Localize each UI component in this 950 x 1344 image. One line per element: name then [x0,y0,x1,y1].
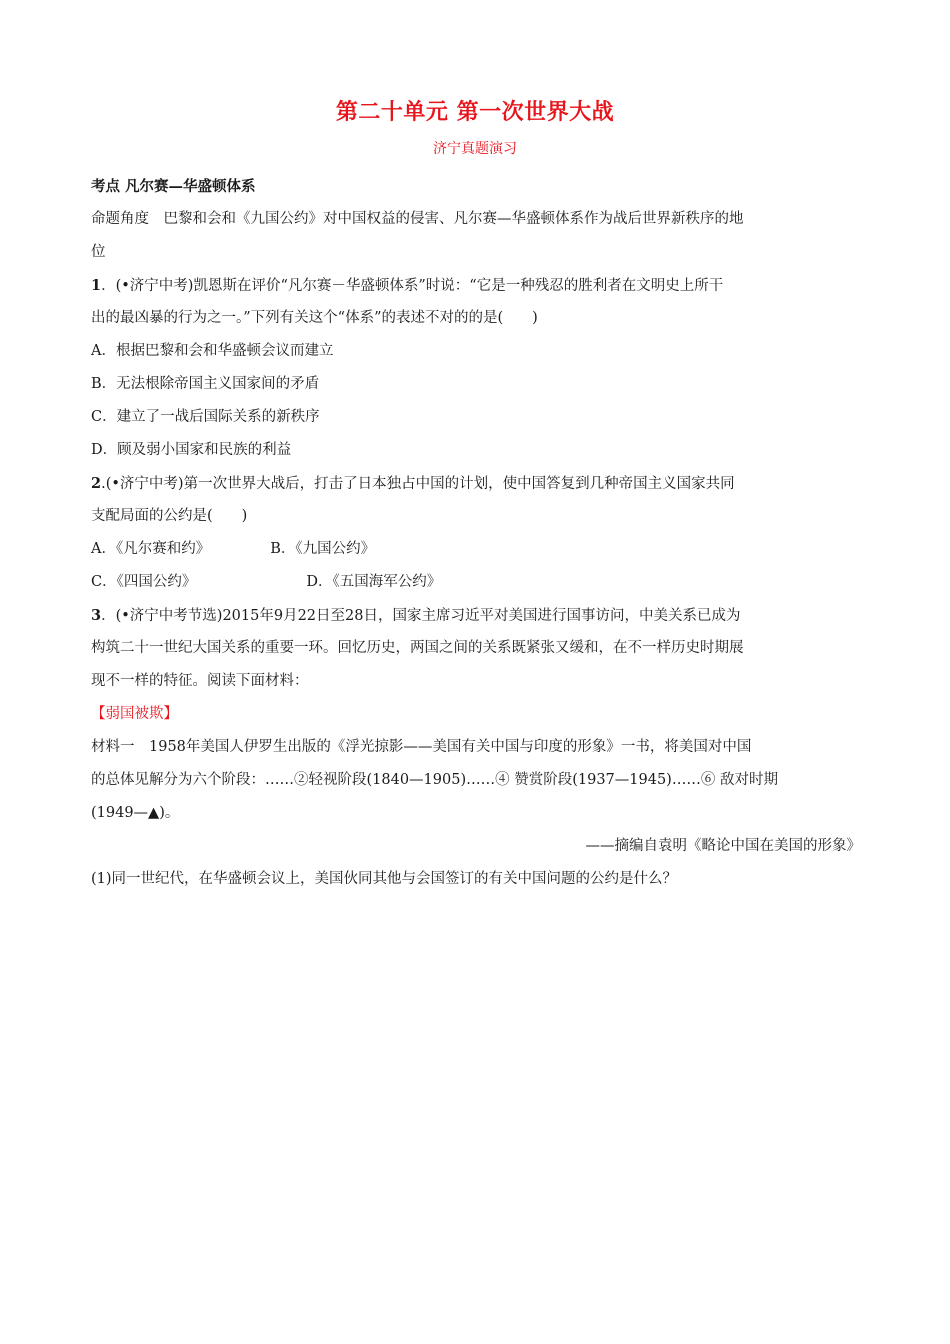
page-title: 第二十单元 第一次世界大战 [335,99,615,125]
question-1-option-b: B．无法根除帝国主义国家间的矛盾 [91,376,320,392]
kaodian-heading: 考点 凡尔赛—华盛顿体系 [91,178,256,195]
question-2-line-1 [91,467,861,500]
question-1-number: 1 [91,277,102,294]
question-1-option-d: D．顾及弱小国家和民族的利益 [91,442,292,458]
question-3-text: ．(•济宁中考节选)2015年9月22日至28日，国家主席习近平对美国进行国事访问，中美关系已成为 [101,608,741,624]
question-3-line-3: 现不一样的特征。阅读下面材料： [91,673,309,689]
material-line-1: 材料一 1958年美国人伊罗生出版的《浮光掠影——美国有关中国与印度的形象》一书，将美国对中国 [91,739,752,755]
question-2-options-ab [91,533,861,566]
section-heading: 【弱国被欺】 [91,706,178,722]
question-2-text: .(•济宁中考)第一次世界大战后，打击了日本独占中国的计划，使中国答复到几种帝国主义国家共同 [101,476,735,492]
question-3-line-2: 构筑二十一世纪大国关系的重要一环。回忆历史，两国之间的关系既紧张又缓和，在不一样历史时期展 [91,640,744,656]
question-1-line-1 [91,269,861,302]
question-1-line-2: 出的最凶暴的行为之一。”下列有关这个“体系”的表述不对的的是( ) [91,310,538,326]
question-1-text: ．(•济宁中考)凯恩斯在评价“凡尔赛－华盛顿体系”时说：“它是一种残忍的胜利者在文明史上所干 [101,278,724,294]
page-subtitle: 济宁真题演习 [433,141,517,157]
question-2-option-c: C．《四国公约》 [91,574,197,590]
document-body [91,170,861,896]
question-2-option-a: A．《凡尔赛和约》 [91,541,211,557]
question-1-option-c: C．建立了一战后国际关系的新秩序 [91,409,320,425]
material-line-2: 的总体见解分为六个阶段：……②轻视阶段(1840—1905)……④ 赞赏阶段(1937—1945)……⑥ 敌对时期 [91,772,778,788]
question-1-option-a: A．根据巴黎和会和华盛顿会议而建立 [91,343,334,359]
material-source: ——摘编自袁明《略论中国在美国的形象》 [585,838,861,854]
question-2-option-b: B．《九国公约》 [270,541,376,557]
sub-question-1: (1)同一世纪代，在华盛顿会议上，美国伙同其他与会国签订的有关中国问题的公约是什么？ [91,871,678,887]
question-2-option-d: D．《五国海军公约》 [306,574,442,590]
material-line-3: (1949—▲)。 [91,805,180,821]
mingti-line-1: 命题角度 巴黎和会和《九国公约》对中国权益的侵害、凡尔赛—华盛顿体系作为战后世界新秩序的地 [91,211,744,227]
question-2-number: 2 [91,475,102,492]
question-2-line-2: 支配局面的公约是( ) [91,508,248,524]
question-3-line-1 [91,599,861,632]
question-3-number: 3 [91,607,102,624]
mingti-line-2: 位 [91,244,106,260]
question-2-options-cd [91,566,861,599]
